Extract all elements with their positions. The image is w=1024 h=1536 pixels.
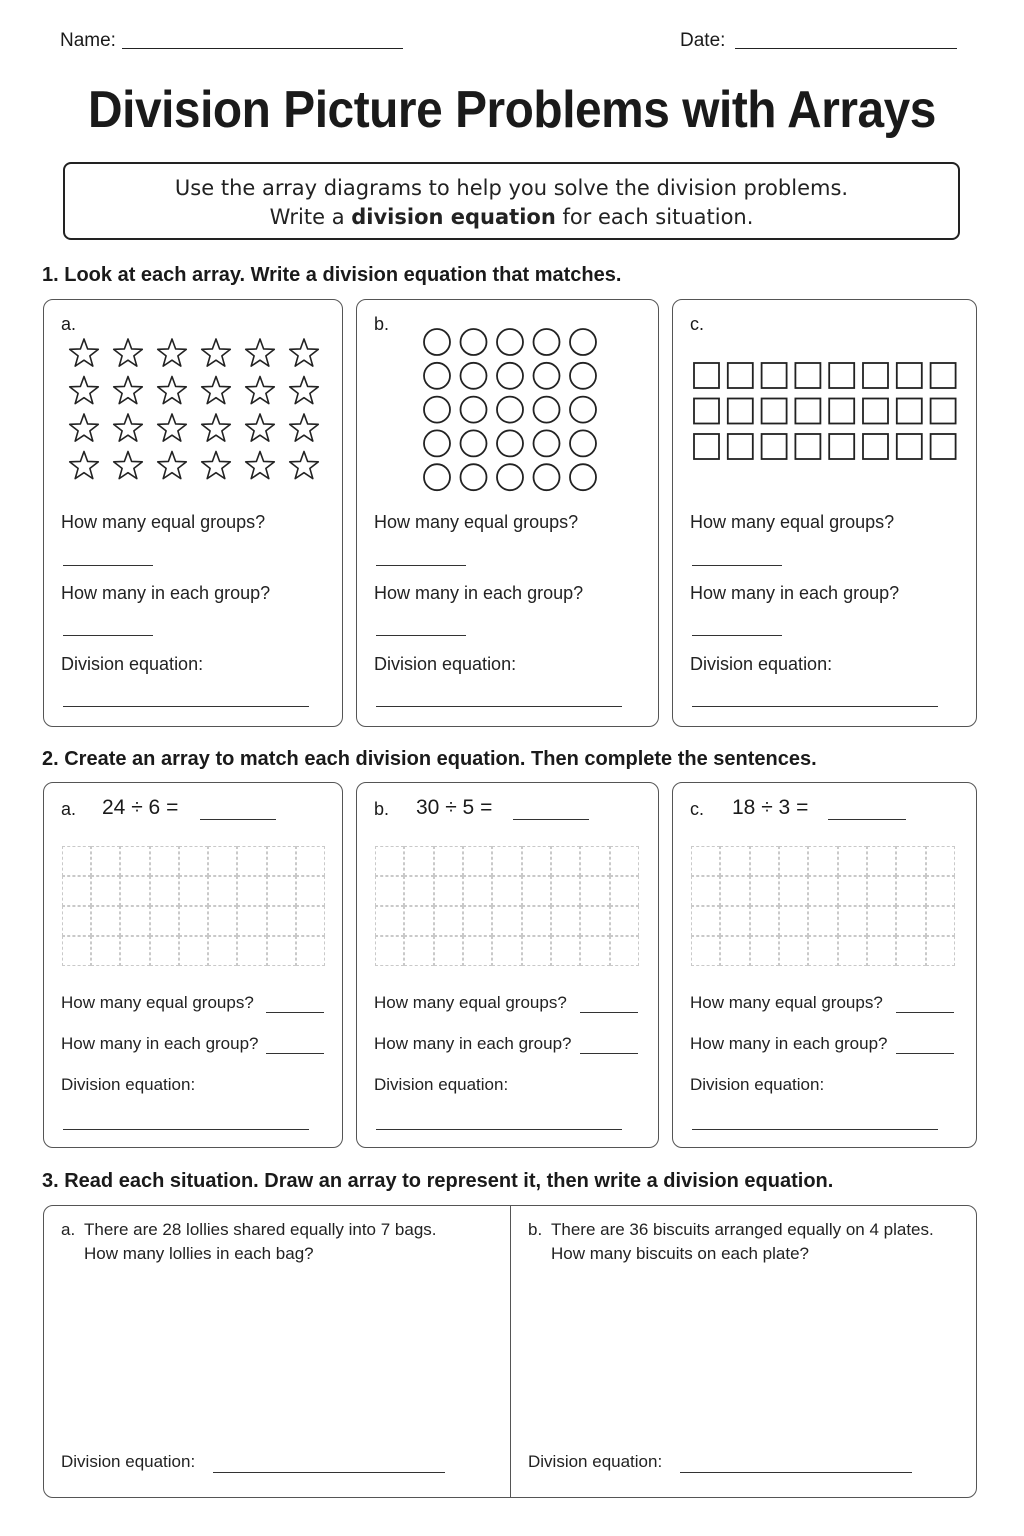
grid-cell[interactable] (296, 846, 325, 876)
grid-cell[interactable] (208, 936, 237, 966)
grid-cell[interactable] (926, 936, 955, 966)
circle-icon (497, 397, 523, 423)
grid-cell[interactable] (120, 936, 149, 966)
star-icon (202, 339, 231, 366)
answer-line-equation[interactable] (376, 1129, 622, 1130)
grid-cell[interactable] (691, 936, 720, 966)
question-each: How many in each group? (690, 1034, 888, 1053)
star-icon (70, 452, 99, 479)
grid-cell[interactable] (926, 876, 955, 906)
square-icon (931, 434, 956, 459)
grid-cell[interactable] (867, 876, 896, 906)
division-equation: 18 ÷ 3 = (732, 796, 809, 819)
section-1-card-c (672, 299, 977, 727)
card-letter: a. (61, 799, 77, 819)
grid-cell[interactable] (610, 936, 639, 966)
answer-line-each[interactable] (692, 635, 782, 636)
problem-a-line-2: How many lollies in each bag? (84, 1244, 314, 1263)
grid-cell[interactable] (404, 936, 433, 966)
grid-cell[interactable] (926, 846, 955, 876)
star-icon (114, 414, 143, 441)
answer-line-equation[interactable] (63, 706, 309, 707)
grid-cell[interactable] (896, 936, 925, 966)
answer-line-each[interactable] (376, 635, 466, 636)
answer-line-each[interactable] (580, 1053, 638, 1054)
circle-icon (534, 329, 560, 355)
grid-cell[interactable] (808, 846, 837, 876)
circle-icon (424, 464, 450, 490)
star-icon (158, 452, 187, 479)
grid-cell[interactable] (463, 906, 492, 936)
question-groups: How many equal groups? (690, 512, 895, 532)
grid-cell[interactable] (434, 876, 463, 906)
grid-cell[interactable] (404, 846, 433, 876)
grid-cell[interactable] (91, 846, 120, 876)
grid-cell[interactable] (551, 876, 580, 906)
question-equation: Division equation: (690, 654, 833, 674)
grid-cell[interactable] (434, 936, 463, 966)
grid-cell[interactable] (296, 936, 325, 966)
grid-cell[interactable] (720, 846, 749, 876)
question-each: How many in each group? (374, 1034, 572, 1053)
grid-cell[interactable] (267, 906, 296, 936)
grid-cell[interactable] (808, 876, 837, 906)
section-2-card-b (356, 782, 659, 1148)
section-1-card-b (356, 299, 659, 727)
equation-answer-line[interactable] (200, 819, 276, 820)
answer-line-equation[interactable] (376, 706, 622, 707)
circle-icon (461, 329, 487, 355)
question-each: How many in each group? (374, 583, 584, 603)
grid-cell[interactable] (779, 906, 808, 936)
problem-letter: b. (528, 1220, 543, 1239)
grid-cell[interactable] (580, 876, 609, 906)
section-3-heading: 3. Read each situation. Draw an array to represent it, then write a division equation. (42, 1170, 834, 1192)
grid-cell[interactable] (896, 906, 925, 936)
grid-cell[interactable] (896, 876, 925, 906)
grid-cell[interactable] (208, 906, 237, 936)
star-icon (202, 377, 231, 404)
grid-cell[interactable] (779, 936, 808, 966)
grid-cell[interactable] (720, 906, 749, 936)
answer-line-equation[interactable] (692, 1129, 938, 1130)
answer-line-groups[interactable] (692, 565, 782, 566)
grid-cell[interactable] (208, 846, 237, 876)
star-icon (70, 339, 99, 366)
drawing-area-b[interactable] (528, 1276, 958, 1446)
grid-cell[interactable] (237, 936, 266, 966)
grid-cell[interactable] (91, 906, 120, 936)
section-1-heading: 1. Look at each array. Write a division equation that matches. (42, 264, 622, 286)
circle-icon (570, 329, 596, 355)
grid-cell[interactable] (551, 936, 580, 966)
square-icon (762, 434, 787, 459)
grid-cell[interactable] (580, 906, 609, 936)
star-icon (202, 452, 231, 479)
grid-cell[interactable] (237, 876, 266, 906)
grid-cell[interactable] (404, 876, 433, 906)
question-equation: Division equation: (61, 1452, 196, 1471)
grid-cell[interactable] (150, 936, 179, 966)
grid-cell[interactable] (434, 906, 463, 936)
square-icon (795, 399, 820, 424)
grid-cell[interactable] (120, 906, 149, 936)
answer-line-equation[interactable] (692, 706, 938, 707)
instructions-text: for each situation. (555, 205, 754, 229)
division-equation: 30 ÷ 5 = (416, 796, 493, 819)
divider (510, 1206, 511, 1497)
question-groups: How many equal groups? (374, 512, 579, 532)
problem-b-line-2: How many biscuits on each plate? (551, 1244, 809, 1263)
answer-line-each[interactable] (63, 635, 153, 636)
grid-cell[interactable] (691, 876, 720, 906)
instructions-box (63, 162, 960, 240)
star-icon (70, 414, 99, 441)
grid-cell[interactable] (150, 906, 179, 936)
grid-cell[interactable] (779, 876, 808, 906)
circle-icon (424, 397, 450, 423)
question-each: How many in each group? (61, 583, 271, 603)
circle-icon (497, 363, 523, 389)
instructions-text: Write a (269, 205, 352, 229)
circle-array (421, 327, 601, 497)
grid-cell[interactable] (838, 846, 867, 876)
name-field[interactable] (122, 48, 403, 49)
grid-cell[interactable] (522, 906, 551, 936)
grid-cell[interactable] (522, 846, 551, 876)
circle-icon (497, 430, 523, 456)
grid-cell[interactable] (838, 906, 867, 936)
array-drawing-grid[interactable] (62, 846, 325, 966)
star-icon (290, 452, 319, 479)
grid-cell[interactable] (91, 876, 120, 906)
grid-cell[interactable] (62, 906, 91, 936)
square-icon (897, 434, 922, 459)
square-icon (795, 434, 820, 459)
grid-cell[interactable] (867, 846, 896, 876)
square-icon (897, 399, 922, 424)
star-icon (114, 339, 143, 366)
card-letter: a. (61, 314, 77, 334)
grid-cell[interactable] (492, 936, 521, 966)
question-each: How many in each group? (61, 1034, 259, 1053)
answer-line-groups[interactable] (580, 1012, 638, 1013)
grid-cell[interactable] (267, 846, 296, 876)
circle-icon (534, 464, 560, 490)
circle-icon (497, 464, 523, 490)
answer-line-groups[interactable] (63, 565, 153, 566)
grid-cell[interactable] (179, 936, 208, 966)
card-letter: c. (690, 314, 705, 334)
circle-icon (424, 329, 450, 355)
square-icon (795, 363, 820, 388)
grid-cell[interactable] (720, 936, 749, 966)
grid-cell[interactable] (375, 876, 404, 906)
star-icon (246, 414, 275, 441)
circle-icon (461, 363, 487, 389)
problem-a-line-1: There are 28 lollies shared equally into 7 bags. (84, 1220, 437, 1239)
card-letter: b. (374, 799, 390, 819)
answer-line-equation-a[interactable] (213, 1472, 445, 1473)
date-field[interactable] (735, 48, 957, 49)
star-icon (246, 452, 275, 479)
grid-cell[interactable] (750, 906, 779, 936)
square-icon (728, 399, 753, 424)
grid-cell[interactable] (375, 846, 404, 876)
question-groups: How many equal groups? (61, 993, 254, 1012)
square-icon (728, 363, 753, 388)
grid-cell[interactable] (296, 906, 325, 936)
question-groups: How many equal groups? (690, 993, 883, 1012)
grid-cell[interactable] (375, 936, 404, 966)
grid-cell[interactable] (62, 876, 91, 906)
square-icon (728, 434, 753, 459)
grid-cell[interactable] (610, 906, 639, 936)
section-3-box (43, 1205, 977, 1498)
square-icon (762, 399, 787, 424)
circle-icon (461, 397, 487, 423)
question-equation: Division equation: (528, 1452, 663, 1471)
grid-cell[interactable] (580, 846, 609, 876)
grid-cell[interactable] (551, 846, 580, 876)
grid-cell[interactable] (492, 846, 521, 876)
square-icon (694, 363, 719, 388)
grid-cell[interactable] (267, 936, 296, 966)
square-icon (829, 434, 854, 459)
grid-cell[interactable] (896, 846, 925, 876)
question-groups: How many equal groups? (374, 993, 567, 1012)
star-icon (290, 377, 319, 404)
instructions-emphasis: division equation (351, 205, 556, 229)
date-label: Date: (680, 30, 726, 51)
square-icon (897, 363, 922, 388)
grid-cell[interactable] (150, 846, 179, 876)
equation-answer-line[interactable] (828, 819, 906, 820)
grid-cell[interactable] (375, 906, 404, 936)
circle-icon (570, 430, 596, 456)
star-icon (114, 377, 143, 404)
grid-cell[interactable] (580, 936, 609, 966)
answer-line-each[interactable] (896, 1053, 954, 1054)
question-equation: Division equation: (61, 1075, 196, 1094)
grid-cell[interactable] (926, 906, 955, 936)
grid-cell[interactable] (492, 906, 521, 936)
section-2-card-a (43, 782, 343, 1148)
circle-icon (570, 464, 596, 490)
square-icon (863, 399, 888, 424)
question-groups: How many equal groups? (61, 512, 266, 532)
question-each: How many in each group? (690, 583, 900, 603)
problem-letter: a. (61, 1220, 76, 1239)
star-icon (158, 414, 187, 441)
page-title: Division Picture Problems with Arrays (88, 81, 936, 139)
square-icon (694, 434, 719, 459)
grid-cell[interactable] (720, 876, 749, 906)
grid-cell[interactable] (179, 906, 208, 936)
star-icon (202, 414, 231, 441)
drawing-area-a[interactable] (61, 1276, 491, 1446)
grid-cell[interactable] (551, 906, 580, 936)
grid-cell[interactable] (237, 906, 266, 936)
grid-cell[interactable] (691, 846, 720, 876)
grid-cell[interactable] (750, 936, 779, 966)
grid-cell[interactable] (750, 876, 779, 906)
grid-cell[interactable] (434, 846, 463, 876)
array-drawing-grid[interactable] (691, 846, 955, 966)
grid-cell[interactable] (492, 876, 521, 906)
grid-cell[interactable] (208, 876, 237, 906)
star-icon (70, 377, 99, 404)
circle-icon (570, 363, 596, 389)
star-array (66, 336, 326, 486)
star-icon (290, 414, 319, 441)
question-equation: Division equation: (61, 654, 204, 674)
circle-icon (534, 397, 560, 423)
section-2-card-c (672, 782, 977, 1148)
square-icon (694, 399, 719, 424)
grid-cell[interactable] (120, 876, 149, 906)
grid-cell[interactable] (522, 876, 551, 906)
square-icon (829, 363, 854, 388)
question-equation: Division equation: (374, 1075, 509, 1094)
instructions-line-1: Use the array diagrams to help you solve the division problems. (174, 176, 849, 200)
grid-cell[interactable] (91, 936, 120, 966)
star-icon (158, 339, 187, 366)
grid-cell[interactable] (267, 876, 296, 906)
grid-cell[interactable] (237, 846, 266, 876)
square-icon (829, 399, 854, 424)
answer-line-each[interactable] (266, 1053, 324, 1054)
grid-cell[interactable] (150, 876, 179, 906)
grid-cell[interactable] (691, 906, 720, 936)
star-icon (114, 452, 143, 479)
grid-cell[interactable] (779, 846, 808, 876)
grid-cell[interactable] (838, 876, 867, 906)
grid-cell[interactable] (808, 936, 837, 966)
grid-cell[interactable] (867, 906, 896, 936)
instructions-line-2 (65, 203, 958, 232)
division-equation: 24 ÷ 6 = (102, 796, 179, 819)
square-array (693, 362, 963, 462)
problem-b-line-1: There are 36 biscuits arranged equally on 4 plates. (551, 1220, 934, 1239)
answer-line-equation-b[interactable] (680, 1472, 912, 1473)
grid-cell[interactable] (838, 936, 867, 966)
circle-icon (497, 329, 523, 355)
circle-icon (424, 430, 450, 456)
equation-answer-line[interactable] (513, 819, 589, 820)
name-label: Name: (60, 30, 116, 51)
grid-cell[interactable] (62, 846, 91, 876)
grid-cell[interactable] (610, 846, 639, 876)
square-icon (863, 434, 888, 459)
card-letter: c. (690, 799, 705, 819)
square-icon (931, 399, 956, 424)
circle-icon (461, 430, 487, 456)
grid-cell[interactable] (463, 876, 492, 906)
grid-cell[interactable] (522, 936, 551, 966)
answer-line-groups[interactable] (896, 1012, 954, 1013)
card-letter: b. (374, 314, 390, 334)
star-icon (158, 377, 187, 404)
section-1-card-a (43, 299, 343, 727)
grid-cell[interactable] (463, 846, 492, 876)
grid-cell[interactable] (463, 936, 492, 966)
star-icon (290, 339, 319, 366)
grid-cell[interactable] (179, 846, 208, 876)
circle-icon (534, 430, 560, 456)
grid-cell[interactable] (62, 936, 91, 966)
grid-cell[interactable] (120, 846, 149, 876)
question-equation: Division equation: (374, 654, 517, 674)
grid-cell[interactable] (179, 876, 208, 906)
grid-cell[interactable] (296, 876, 325, 906)
square-icon (863, 363, 888, 388)
circle-icon (570, 397, 596, 423)
grid-cell[interactable] (867, 936, 896, 966)
square-icon (931, 363, 956, 388)
grid-cell[interactable] (610, 876, 639, 906)
answer-line-groups[interactable] (266, 1012, 324, 1013)
circle-icon (424, 363, 450, 389)
question-equation: Division equation: (690, 1075, 825, 1094)
answer-line-equation[interactable] (63, 1129, 309, 1130)
star-icon (246, 339, 275, 366)
star-icon (246, 377, 275, 404)
grid-cell[interactable] (404, 906, 433, 936)
circle-icon (534, 363, 560, 389)
section-2-heading: 2. Create an array to match each division equation. Then complete the sentences. (42, 748, 817, 770)
circle-icon (461, 464, 487, 490)
grid-cell[interactable] (808, 906, 837, 936)
array-drawing-grid[interactable] (375, 846, 639, 966)
grid-cell[interactable] (750, 846, 779, 876)
answer-line-groups[interactable] (376, 565, 466, 566)
square-icon (762, 363, 787, 388)
